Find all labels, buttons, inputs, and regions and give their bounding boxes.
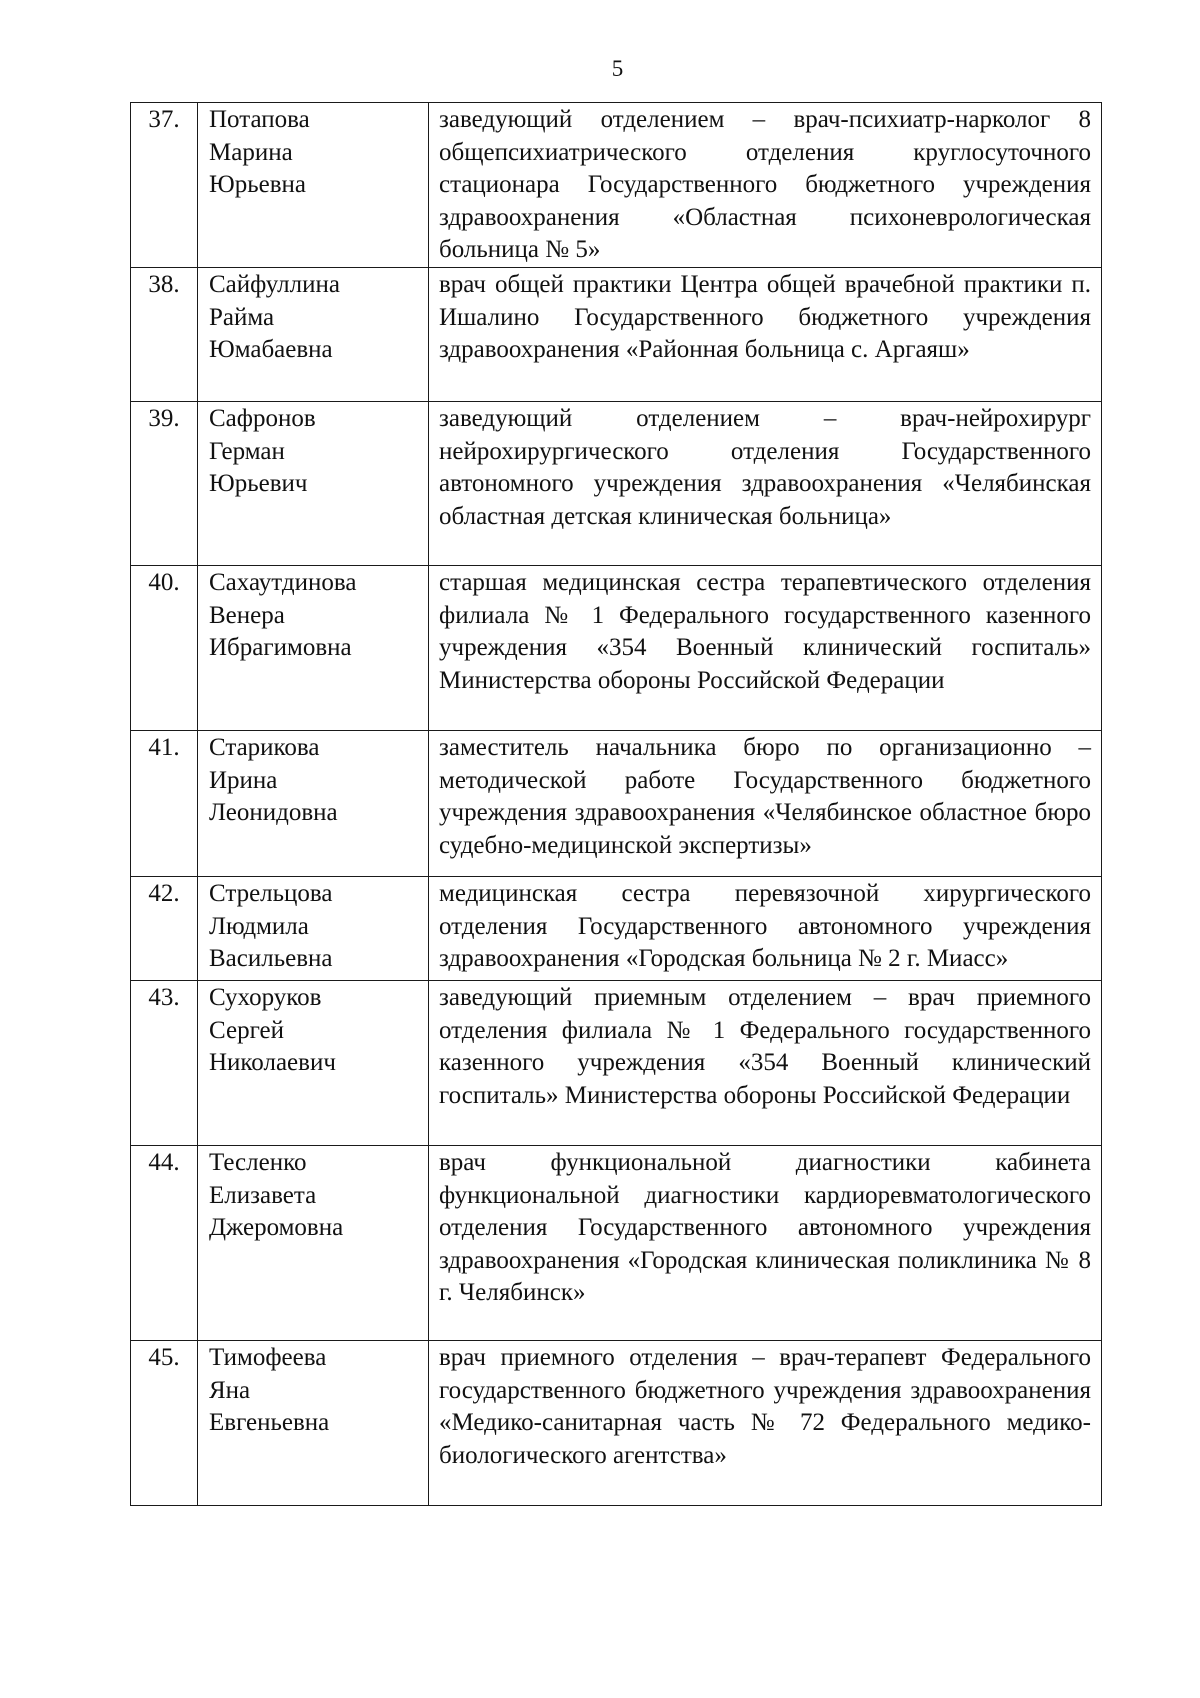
table-row bbox=[131, 1341, 1102, 1506]
row-number: 42. bbox=[131, 877, 198, 981]
description-text: заведующий отделением – врач-нейрохирург нейрохирургического отделения Государственного автономного учреждения здравоохранения «Челябинская областная детская клиническая больница» bbox=[439, 405, 1091, 530]
person-name bbox=[198, 566, 429, 731]
description-text: заведующий отделением – врач-психиатр-нарколог 8 общепсихиатрического отделения круглосуточного стационара Государственного бюджетного учреждения здравоохранения «Областная психоневрологическая больница № 5» bbox=[439, 106, 1091, 263]
surname: Тимофеева bbox=[209, 1344, 327, 1371]
first-name: Яна bbox=[209, 1376, 251, 1404]
first-name: Герман bbox=[209, 437, 285, 465]
position-description bbox=[429, 981, 1102, 1146]
patronymic: Ибрагимовна bbox=[209, 634, 352, 661]
position-description bbox=[429, 402, 1102, 566]
person-name bbox=[198, 981, 429, 1146]
person-name bbox=[198, 103, 429, 268]
first-name: Ирина bbox=[209, 766, 278, 794]
first-name: Венера bbox=[209, 601, 285, 629]
description-text: заместитель начальника бюро по организационно – методической работе Государственного бюджетного учреждения здравоохранения «Челябинское областное бюро судебно-медицинской экспертизы» bbox=[439, 734, 1091, 859]
row-number: 40. bbox=[131, 566, 198, 731]
surname: Сайфуллина bbox=[209, 271, 340, 298]
person-name bbox=[198, 402, 429, 566]
description-text: врач приемного отделения – врач-терапевт Федерального государственного бюджетного учреждения здравоохранения «Медико-санитарная часть № 72 Федерального медико-биологического агентства» bbox=[439, 1344, 1091, 1469]
position-description bbox=[429, 877, 1102, 981]
table-row bbox=[131, 731, 1102, 877]
person-name bbox=[198, 877, 429, 981]
surname: Сахаутдинова bbox=[209, 569, 357, 596]
row-number: 44. bbox=[131, 1146, 198, 1341]
first-name: Сергей bbox=[209, 1016, 284, 1044]
description-text: заведующий приемным отделением – врач приемного отделения филиала № 1 Федерального государственного казенного учреждения «354 Военный клинический госпиталь» Министерства обороны Российской Федерации bbox=[439, 984, 1091, 1109]
table-row bbox=[131, 981, 1102, 1146]
row-number: 38. bbox=[131, 268, 198, 402]
description-text: медицинская сестра перевязочной хирургического отделения Государственного автономного учреждения здравоохранения «Городская больница № 2 г. Миасс» bbox=[439, 880, 1091, 972]
first-name: Елизавета bbox=[209, 1181, 317, 1209]
row-number: 37. bbox=[131, 103, 198, 268]
table-row bbox=[131, 402, 1102, 566]
awardees-table bbox=[130, 102, 1102, 1506]
table-row bbox=[131, 268, 1102, 402]
row-number: 45. bbox=[131, 1341, 198, 1506]
patronymic: Юмабаевна bbox=[209, 336, 333, 363]
person-name bbox=[198, 1341, 429, 1506]
position-description bbox=[429, 103, 1102, 268]
patronymic: Николаевич bbox=[209, 1049, 336, 1076]
position-description bbox=[429, 731, 1102, 877]
position-description bbox=[429, 1146, 1102, 1341]
surname: Старикова bbox=[209, 734, 320, 761]
patronymic: Юрьевна bbox=[209, 171, 306, 198]
patronymic: Джеромовна bbox=[209, 1214, 344, 1241]
surname: Сафронов bbox=[209, 405, 316, 432]
position-description bbox=[429, 268, 1102, 402]
patronymic: Юрьевич bbox=[209, 470, 308, 497]
patronymic: Васильевна bbox=[209, 945, 333, 972]
table-row bbox=[131, 1146, 1102, 1341]
position-description bbox=[429, 566, 1102, 731]
description-text: врач общей практики Центра общей врачебной практики п. Ишалино Государственного бюджетного учреждения здравоохранения «Районная больница с. Аргаяш» bbox=[439, 271, 1091, 363]
surname: Тесленко bbox=[209, 1149, 307, 1176]
first-name: Людмила bbox=[209, 912, 309, 940]
person-name bbox=[198, 1146, 429, 1341]
table-row bbox=[131, 566, 1102, 731]
row-number: 39. bbox=[131, 402, 198, 566]
row-number: 41. bbox=[131, 731, 198, 877]
patronymic: Евгеньевна bbox=[209, 1409, 330, 1436]
first-name: Райма bbox=[209, 303, 275, 331]
patronymic: Леонидовна bbox=[209, 799, 338, 826]
person-name bbox=[198, 731, 429, 877]
surname: Сухоруков bbox=[209, 984, 322, 1011]
row-number: 43. bbox=[131, 981, 198, 1146]
page-number: 5 bbox=[611, 56, 624, 81]
description-text: врач функциональной диагностики кабинета функциональной диагностики кардиоревматологического отделения Государственного автономного учреждения здравоохранения «Городская клиническая поликлиника № 8 г. Челябинск» bbox=[439, 1149, 1091, 1306]
surname: Потапова bbox=[209, 106, 310, 133]
person-name bbox=[198, 268, 429, 402]
surname: Стрельцова bbox=[209, 880, 333, 907]
table-row bbox=[131, 877, 1102, 981]
first-name: Марина bbox=[209, 138, 293, 166]
table-row bbox=[131, 103, 1102, 268]
description-text: старшая медицинская сестра терапевтического отделения филиала № 1 Федерального государственного казенного учреждения «354 Военный клинический госпиталь» Министерства обороны Российской Федерации bbox=[439, 569, 1091, 694]
position-description bbox=[429, 1341, 1102, 1506]
